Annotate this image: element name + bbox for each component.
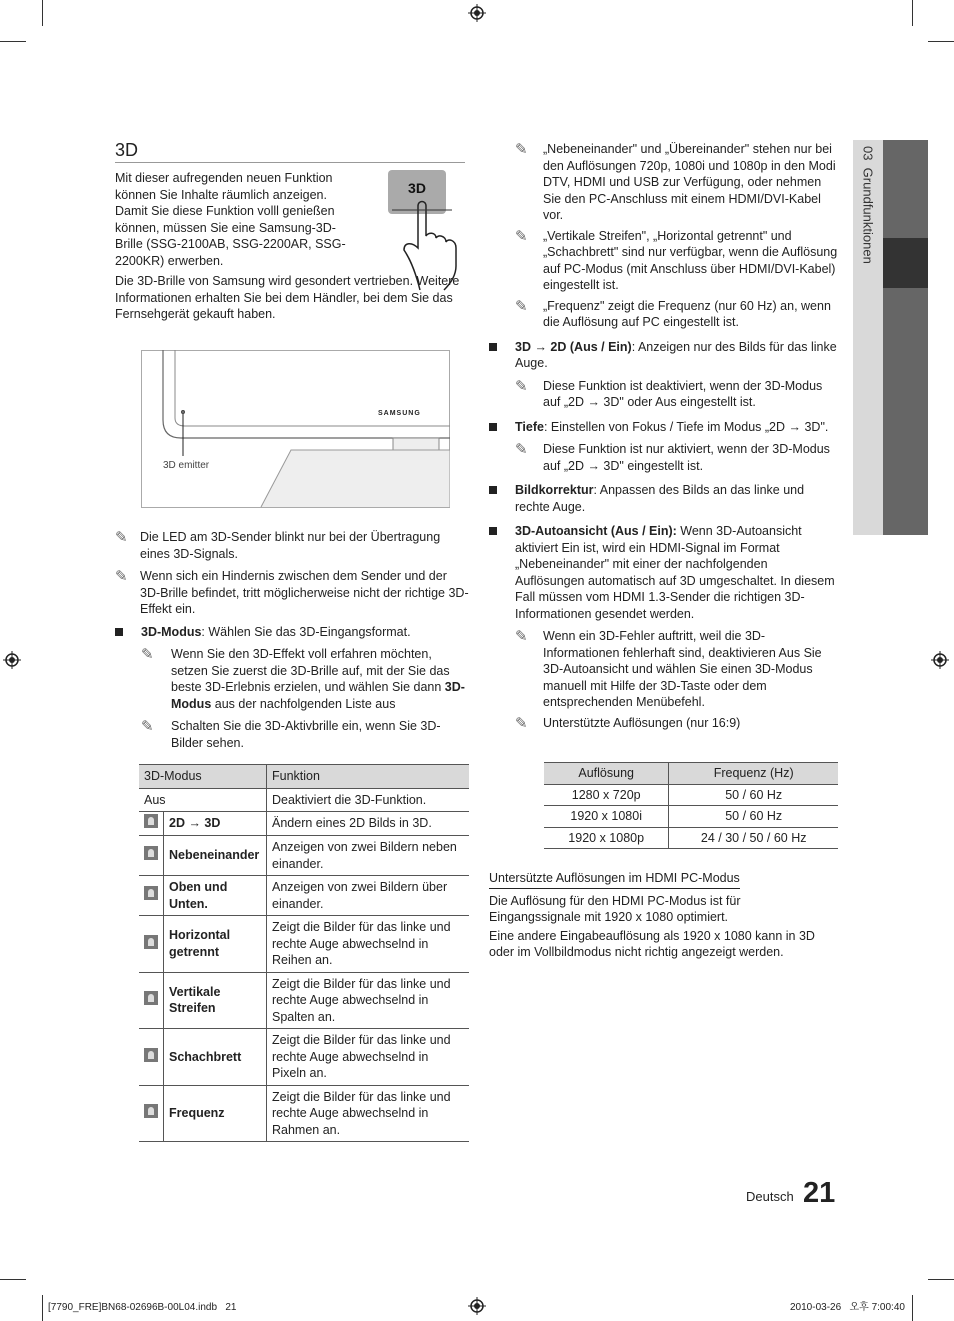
mode-desc: Deaktiviert die 3D-Funktion. [267, 788, 470, 812]
pencil-note-icon: ✎ [515, 440, 528, 458]
mode-name: Horizontal getrennt [164, 916, 267, 973]
bullet-term: 3D-Autoansicht (Aus / Ein): [515, 524, 677, 538]
bullet-square-icon [489, 486, 497, 494]
mode-name: Vertikale Streifen [164, 972, 267, 1029]
pencil-note-icon: ✎ [515, 627, 528, 645]
intro-paragraph-1: Mit dieser aufregenden neuen Funktion können Sie Inhalte räumlich anzeigen. Damit Sie diese Funktion volll genießen können, müssen Sie eine Samsung-3D-Brille (SSG-2100AB, SSG-2200AR, SSG-2200KR) erwerben. [115, 171, 346, 268]
mode-desc: Zeigt die Bilder für das linke und rechte Auge abwechselnd in Rahmen an. [267, 1085, 470, 1142]
mode-desc: Zeigt die Bilder für das linke und rechte Auge abwechselnd in Spalten an. [267, 972, 470, 1029]
table-row [139, 788, 469, 812]
registration-mark-icon [468, 1297, 486, 1315]
remote-3d-button-label: 3D [408, 180, 426, 196]
section-title: 3D [115, 140, 139, 160]
footer-file-info: [7790_FRE]BN68-02696B-00L04.indb 21 [48, 1302, 237, 1313]
crop-mark [0, 41, 26, 42]
mode-desc: Anzeigen von zwei Bildern über einander. [267, 876, 470, 916]
bullet-auto-view [489, 523, 839, 622]
pc-mode-heading: Untersützte Auflösungen im HDMI PC-Modus [489, 870, 740, 889]
note-text: Wenn Sie den 3D-Effekt voll erfahren möchten, setzen Sie zuerst die 3D-Brille auf, mit der Sie das beste 3D-Erlebnis erzielen, und wählen Sie dann [171, 647, 450, 694]
crop-mark [912, 0, 913, 26]
mode-icon [139, 1029, 164, 1086]
frequency-icon [144, 1104, 158, 1118]
note-text: Schalten Sie die 3D-Aktivbrille ein, wenn Sie 3D-Bilder sehen. [171, 719, 441, 750]
note-text: Diese Funktion ist deaktiviert, wenn der 3D-Modus auf „2D → 3D" oder Aus eingestellt ist. [543, 378, 823, 409]
note-text: „Frequenz" zeigt die Frequenz (nur 60 Hz) an, wenn die Auflösung auf PC eingestellt ist. [543, 298, 831, 329]
note-term: 3D-Modus [171, 680, 465, 711]
note-supported-resolutions [515, 715, 839, 732]
mode-name: Frequenz [164, 1085, 267, 1142]
intro-paragraph-2-span: Die 3D-Brille von Samsung wird gesondert vertrieben. Weitere Informationen erhalten Sie bei dem Händler, bei dem Sie das Fernsehgerät gekauft haben. [115, 274, 460, 321]
crop-mark [912, 1295, 913, 1321]
title-rule [115, 162, 465, 163]
crop-mark [0, 1279, 26, 1280]
mode-desc: Ändern eines 2D Bilds in 3D. [267, 812, 470, 836]
frequency-cell: 50 / 60 Hz [669, 784, 838, 806]
note-text: Die LED am 3D-Sender blinkt nur bei der Übertragung eines 3D-Signals. [140, 530, 441, 561]
registration-mark-icon [468, 4, 486, 22]
resolution-cell: 1920 x 1080p [544, 827, 669, 849]
pc-mode-paragraph-2: Eine andere Eingabeauflösung als 1920 x 1080 kann in 3D oder im Vollbildmodus nicht richtig angezeigt werden. [489, 928, 815, 959]
mode-name: Aus [139, 788, 267, 812]
note-depth [515, 441, 839, 474]
table-row [139, 836, 469, 876]
note-side-by-side [515, 141, 839, 224]
table-row [139, 812, 469, 836]
pencil-note-icon: ✎ [515, 296, 528, 315]
emitter-label: 3D emitter [163, 460, 210, 471]
mode-name: 2D → 3D [164, 812, 267, 836]
bullet-square-icon [489, 343, 497, 351]
note-text: „Vertikale Streifen", „Horizontal getrennt" und „Schachbrett" sind nur verfügbar, wenn die Auflösung auf PC-Modus (mit Anschluss über HDMI/DVI-Kabel) eingestellt ist. [543, 228, 838, 292]
resolution-cell: 1280 x 720p [544, 784, 669, 806]
crop-mark [928, 1279, 954, 1280]
header-frequency: Frequenz (Hz) [669, 763, 838, 785]
pencil-note-icon: ✎ [115, 528, 128, 546]
note-text: aus der nachfolgenden Liste aus [211, 696, 396, 711]
mode-icon [139, 1085, 164, 1142]
mode-desc: Anzeigen von zwei Bildern neben einander. [267, 836, 470, 876]
note-mode-1 [141, 646, 470, 712]
mode-desc: Zeigt die Bilder für das linke und rechte Auge abwechselnd in Pixeln an. [267, 1029, 470, 1086]
bullet-square-icon [489, 423, 497, 431]
mode-table [139, 764, 469, 1142]
pencil-note-icon: ✎ [115, 567, 128, 585]
mode-table-header [139, 765, 469, 789]
note-obstacle [115, 568, 470, 618]
resolution-table-header [544, 763, 838, 785]
side-tab-dark [883, 140, 928, 535]
table-row [139, 972, 469, 1029]
table-row [139, 876, 469, 916]
note-frequency [515, 298, 839, 331]
registration-mark-icon [3, 651, 21, 669]
samsung-brand-label: SAMSUNG [378, 410, 421, 417]
table-row [139, 1085, 469, 1142]
mode-desc: Zeigt die Bilder für das linke und rechte Auge abwechselnd in Reihen an. [267, 916, 470, 973]
crop-mark [928, 41, 954, 42]
frequency-cell: 24 / 30 / 50 / 60 Hz [669, 827, 838, 849]
note-text: Wenn ein 3D-Fehler auftritt, weil die 3D-Informationen fehlerhaft sind, deaktivieren Aus Sie 3D-Autoansicht und wählen Sie einen 3D-Modus manuell mit Hilfe der 3D-Taste oder dem entsprechenden Menübefehl. [543, 629, 822, 709]
resolution-table [544, 762, 838, 849]
bullet-text: : Anpassen des Bilds an das linke und rechte Auge. [515, 483, 805, 514]
top-bottom-icon [144, 886, 158, 900]
mode-icon [139, 916, 164, 973]
bullet-depth [489, 419, 839, 436]
note-text: „Nebeneinander" und „Übereinander" stehen nur bei den Auflösungen 720p, 1080i und 1080p in den Modi DTV, HDMI und USB zur Verfügung, oder nehmen Sie den PC-Anschluss mit einem HDMI/DVI-Kabel vor. [543, 142, 836, 222]
pencil-note-icon: ✎ [141, 717, 154, 735]
side-tab-label: 03 Grundfunktionen [860, 146, 876, 264]
bullet-term: Tiefe [515, 419, 544, 434]
note-text: Unterstützte Auflösungen (nur 16:9) [543, 715, 741, 730]
line-by-line-icon [144, 935, 158, 949]
pc-mode-section [489, 870, 834, 961]
bullet-text: Wenn 3D-Autoansicht aktiviert Ein ist, wird ein HDMI-Signal im Format „Nebeneinander" mit einer der nachfolgenden Auflösungen automatisch auf 3D umgeschaltet. In diesem Fall müssen vom HDMI 1.3-Sender die richtigen 3D-Informationen gesendet werden. [515, 524, 835, 621]
side-tab-marker [883, 238, 928, 288]
mode-name: Schachbrett [164, 1029, 267, 1086]
bullet-term: 3D → 2D (Aus / Ein) [515, 339, 632, 354]
left-notes [115, 525, 470, 755]
pencil-note-icon: ✎ [141, 645, 154, 663]
bullet-picture-correction [489, 482, 839, 515]
table-row [544, 806, 838, 828]
crop-mark [42, 0, 43, 26]
bullet-3d-2d [489, 339, 839, 372]
tv-emitter-illustration [141, 350, 450, 508]
table-row [139, 916, 469, 973]
footer-language: Deutsch [746, 1189, 794, 1204]
table-row [544, 827, 838, 849]
crop-mark [42, 1295, 43, 1321]
bullet-square-icon [115, 628, 123, 636]
resolution-cell: 1920 x 1080i [544, 806, 669, 828]
bullet-term: 3D-Modus [141, 624, 202, 639]
table-row [139, 1029, 469, 1086]
vertical-stripe-icon [144, 991, 158, 1005]
registration-mark-icon [931, 651, 949, 669]
pencil-note-icon: ✎ [515, 376, 528, 395]
note-mode-2 [141, 718, 470, 751]
bullet-text: : Anzeigen nur des Bilds für das linke Auge. [515, 339, 837, 370]
bullet-term: Bildkorrektur [515, 483, 594, 497]
pencil-note-icon: ✎ [515, 140, 528, 158]
pc-mode-paragraph-1: Die Auflösung für den HDMI PC-Modus ist für Eingangssignale mit 1920 x 1080 optimiert. [489, 893, 741, 924]
2d-3d-icon [144, 814, 158, 828]
mode-icon [139, 812, 164, 836]
mode-icon [139, 876, 164, 916]
bullet-square-icon [489, 527, 497, 535]
note-auto-view-error [515, 628, 839, 711]
note-3d-2d [515, 378, 839, 411]
footer-timestamp: 2010-03-26 오후 7:00:40 [790, 1302, 905, 1313]
mode-name: Nebeneinander [164, 836, 267, 876]
hand-pointing-icon [392, 196, 462, 291]
pencil-note-icon: ✎ [515, 226, 528, 245]
bullet-text: : Wählen Sie das 3D-Eingangsformat. [201, 624, 411, 639]
side-by-side-icon [144, 846, 158, 860]
table-row [544, 784, 838, 806]
checkerboard-icon [144, 1048, 158, 1062]
mode-icon [139, 836, 164, 876]
bullet-text: : Einstellen von Fokus / Tiefe im Modus „2D → 3D". [543, 419, 829, 434]
mode-name: Oben und Unten. [164, 876, 267, 916]
header-function: Funktion [267, 765, 470, 789]
pencil-note-icon: ✎ [515, 713, 528, 732]
note-text: Wenn sich ein Hindernis zwischen dem Sender und der 3D-Brille befindet, tritt möglicherweise nicht der richtige 3D-Effekt ein. [140, 569, 469, 616]
bullet-3d-mode [115, 624, 470, 641]
header-mode: 3D-Modus [139, 765, 267, 789]
header-resolution: Auflösung [544, 763, 669, 785]
mode-icon [139, 972, 164, 1029]
note-led [115, 529, 470, 562]
frequency-cell: 50 / 60 Hz [669, 806, 838, 828]
page-number: 21 [803, 1177, 836, 1209]
note-text: Diese Funktion ist nur aktiviert, wenn der 3D-Modus auf „2D → 3D" eingestellt ist. [543, 442, 830, 473]
right-column [489, 137, 839, 735]
note-vertical [515, 228, 839, 294]
